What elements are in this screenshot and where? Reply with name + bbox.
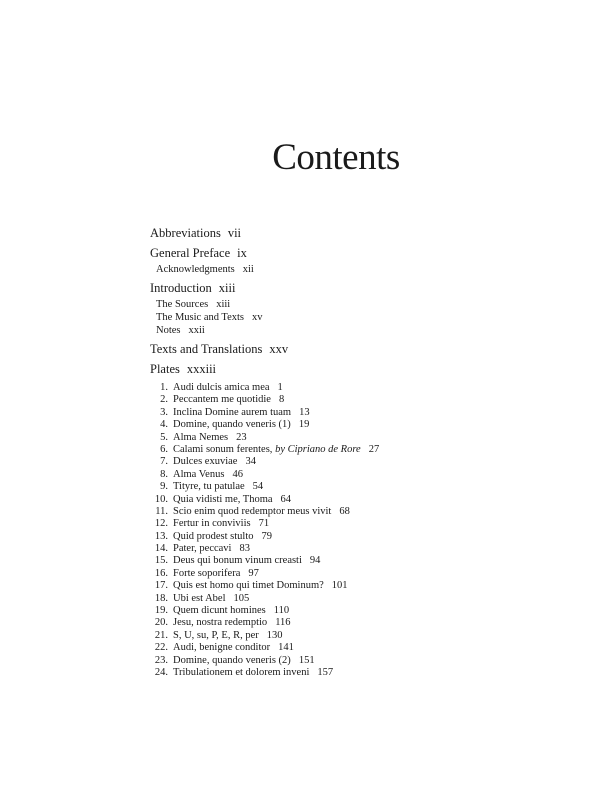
piece-number: 7. <box>160 456 168 468</box>
toc-sub-list <box>150 298 590 337</box>
piece-entry <box>150 555 590 567</box>
toc-entry-page: xiii <box>218 281 236 295</box>
piece-title: Audi dulcis amica mea <box>173 382 270 393</box>
piece-title: Quid prodest stulto <box>173 530 254 542</box>
piece-entry <box>150 667 590 679</box>
piece-page: 64 <box>280 493 292 505</box>
piece-title: Tribulationem et dolorem inveni <box>173 666 310 678</box>
toc-sub-entry-page: xiii <box>216 299 231 310</box>
piece-entry <box>150 469 590 481</box>
piece-title: Alma Nemes <box>173 431 229 443</box>
piece-number: 12. <box>154 518 168 530</box>
piece-number: 10. <box>154 493 168 505</box>
front-matter-entries <box>150 225 590 377</box>
table-of-contents <box>150 225 590 679</box>
piece-entry <box>150 655 590 667</box>
piece-number: 17. <box>154 580 168 592</box>
piece-title: Quem dicunt homines <box>173 605 266 617</box>
toc-sub-entry <box>156 324 590 337</box>
piece-entry <box>150 518 590 530</box>
piece-number: 19. <box>154 605 168 617</box>
piece-page: 105 <box>233 592 250 604</box>
piece-page: 23 <box>236 431 247 443</box>
toc-sub-entry-page: xv <box>252 312 263 323</box>
piece-title: Jesu, nostra redemptio <box>173 617 268 629</box>
piece-title: Peccantem me quotidie <box>173 394 271 406</box>
piece-entry <box>150 481 590 493</box>
piece-page: 71 <box>258 518 270 530</box>
piece-number: 23. <box>154 654 168 666</box>
toc-sub-entry-page: xxii <box>188 325 205 336</box>
piece-title: Quis est homo qui timet Dominum? <box>173 580 324 592</box>
piece-entry <box>150 494 590 506</box>
toc-sub-entry <box>156 311 590 324</box>
piece-entry <box>150 630 590 642</box>
piece-title: Alma Venus <box>173 468 225 480</box>
toc-entry <box>150 245 590 261</box>
piece-entry <box>150 543 590 555</box>
toc-sub-entry <box>156 263 590 276</box>
piece-title: Tityre, tu patulae <box>173 481 245 493</box>
piece-number: 13. <box>154 530 168 542</box>
piece-page: 1 <box>277 382 283 393</box>
toc-sub-list <box>150 263 590 276</box>
piece-page: 19 <box>298 419 310 431</box>
toc-sub-entry <box>156 298 590 311</box>
toc-entry <box>150 280 590 296</box>
piece-entry <box>150 506 590 518</box>
piece-number: 8. <box>160 468 168 480</box>
page-title: Contents <box>272 137 400 178</box>
piece-entry <box>150 419 590 431</box>
piece-entry <box>150 593 590 605</box>
piece-entry <box>150 382 590 394</box>
piece-entry <box>150 568 590 580</box>
piece-number: 11. <box>155 505 168 517</box>
toc-entry-page: xxv <box>269 342 289 356</box>
piece-page: 46 <box>232 468 243 480</box>
piece-number: 21. <box>154 629 168 641</box>
piece-entry <box>150 444 590 456</box>
piece-number: 16. <box>154 567 168 579</box>
piece-number: 22. <box>154 642 168 654</box>
piece-entry <box>150 394 590 406</box>
piece-number: 14. <box>154 543 168 555</box>
piece-title: Deus qui bonum vinum creasti <box>173 555 302 567</box>
piece-page: 83 <box>239 543 250 555</box>
toc-entry-page: ix <box>237 246 247 260</box>
piece-entry <box>150 642 590 654</box>
toc-sub-entry-page: xii <box>242 264 254 275</box>
piece-page: 157 <box>317 666 334 678</box>
piece-title: Dulces exuviae <box>173 456 238 468</box>
piece-title: Domine, quando veneris (1) <box>173 419 291 431</box>
toc-sub-entry-label: Acknowledgments <box>156 264 235 275</box>
toc-entry <box>150 225 590 241</box>
piece-page: 34 <box>245 456 256 468</box>
piece-page: 101 <box>331 580 348 592</box>
piece-attribution: by Cipriano de Rore <box>275 443 361 455</box>
piece-number: 20. <box>154 617 168 629</box>
piece-number: 15. <box>154 555 168 567</box>
toc-entry-label: Introduction <box>150 281 212 295</box>
piece-number: 9. <box>160 481 168 493</box>
toc-entry-label: General Preface <box>150 246 231 260</box>
piece-title: Scio enim quod redemptor meus vivit <box>173 505 332 517</box>
toc-entry-label: Abbreviations <box>150 226 221 240</box>
toc-sub-entry-label: Notes <box>156 325 181 336</box>
piece-page: 8 <box>278 394 285 406</box>
piece-number: 24. <box>154 666 168 678</box>
piece-title: Ubi est Abel <box>173 592 226 604</box>
piece-number: 18. <box>154 592 168 604</box>
piece-entry <box>150 432 590 444</box>
piece-entry <box>150 580 590 592</box>
toc-entry-page: vii <box>227 226 242 240</box>
toc-sub-entry-label: The Music and Texts <box>156 312 245 323</box>
piece-page: 79 <box>261 530 272 542</box>
piece-title: Pater, peccavi <box>173 543 232 555</box>
toc-entry-page: xxxiii <box>186 362 217 376</box>
piece-page: 97 <box>248 567 259 579</box>
piece-title: Fertur in conviviis <box>173 518 251 530</box>
piece-title: Domine, quando veneris (2) <box>173 654 291 666</box>
pieces-list <box>150 382 590 679</box>
piece-page: 54 <box>252 481 264 493</box>
piece-page: 110 <box>273 605 290 617</box>
toc-entry-label: Texts and Translations <box>150 342 263 356</box>
piece-number: 6. <box>160 443 168 455</box>
piece-number: 3. <box>160 406 168 418</box>
piece-title: S, U, su, P, E, R, per <box>173 629 259 641</box>
piece-number: 2. <box>160 394 168 406</box>
toc-entry <box>150 341 590 357</box>
piece-entry <box>150 605 590 617</box>
toc-sub-entry-label: The Sources <box>156 299 209 310</box>
piece-page: 68 <box>339 505 350 517</box>
piece-page: 94 <box>309 555 321 567</box>
piece-title: Quia vidisti me, Thoma <box>173 493 273 505</box>
piece-title: Calami sonum ferentes, <box>173 443 273 455</box>
piece-entry <box>150 617 590 629</box>
piece-page: 116 <box>275 617 291 629</box>
piece-page: 151 <box>298 654 315 666</box>
piece-number: 1. <box>160 382 168 393</box>
piece-number: 5. <box>160 431 168 443</box>
toc-entry-label: Plates <box>150 362 180 376</box>
piece-entry <box>150 531 590 543</box>
toc-entry <box>150 361 590 377</box>
piece-title: Forte soporifera <box>173 567 241 579</box>
piece-page: 141 <box>278 642 294 654</box>
piece-number: 4. <box>160 419 168 431</box>
piece-page: 13 <box>299 406 310 418</box>
piece-entry <box>150 456 590 468</box>
piece-page: 27 <box>368 443 380 455</box>
piece-title: Inclina Domine aurem tuam <box>173 406 292 418</box>
piece-entry <box>150 407 590 419</box>
piece-title: Audi, benigne conditor <box>173 642 271 654</box>
piece-page: 130 <box>266 629 283 641</box>
